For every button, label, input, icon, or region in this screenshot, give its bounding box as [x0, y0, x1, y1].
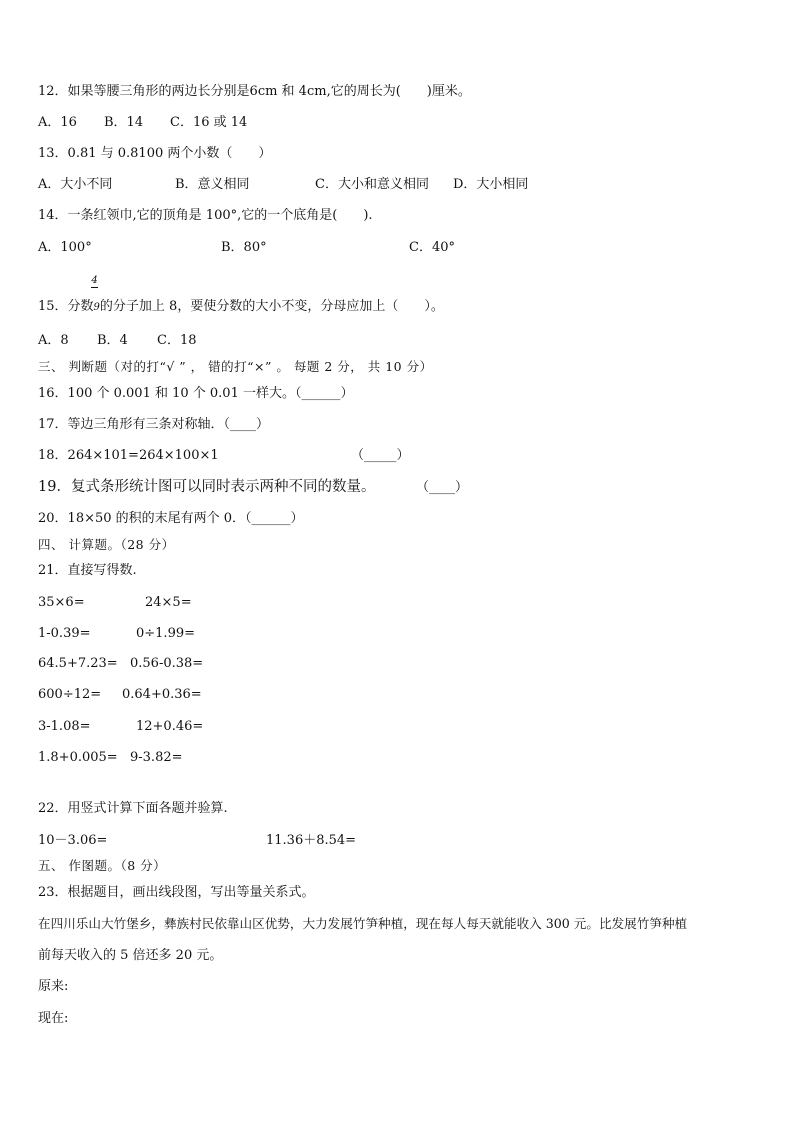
q15-option-b[interactable]: B．4: [97, 333, 128, 348]
q12-option-b[interactable]: B．14: [104, 115, 144, 130]
q21-r6-right: 9-3.82=: [130, 750, 183, 765]
q15-fraction-numerator: 4: [91, 275, 98, 286]
q15-stem-suffix: 的分子加上 8，要使分数的大小不变，分母应加上（ ）。: [99, 299, 444, 314]
q20-text: 20．18×50 的积的末尾有两个 0．（______）: [38, 511, 304, 526]
q19-text: 19．复式条形统计图可以同时表示两种不同的数量。: [38, 479, 376, 495]
q21-r5-right: 12+0.46=: [136, 719, 204, 734]
q16-text: 16．100 个 0.001 和 10 个 0.01 一样大。（______）: [38, 386, 354, 401]
q15-option-c[interactable]: C．18: [157, 333, 197, 348]
q21-r5-left: 3-1.08=: [38, 719, 91, 734]
section5-title: 五、 作图题。（8 分）: [38, 858, 167, 873]
q13-option-c[interactable]: C．大小和意义相同: [315, 177, 429, 192]
q14-option-a[interactable]: A．100°: [38, 240, 92, 255]
q23-line2: 前每天收入的 5 倍还多 20 元。: [38, 948, 223, 963]
q22-title: 22．用竖式计算下面各题并验算.: [38, 801, 228, 816]
section4-title: 四、 计算题。（28 分）: [38, 537, 175, 552]
q22-left: 10－3.06=: [38, 833, 108, 848]
q12-option-c[interactable]: C．16 或 14: [170, 115, 248, 130]
q12-option-a[interactable]: A．16: [38, 115, 77, 130]
q15-fraction: [91, 276, 98, 288]
q15-option-a[interactable]: A．8: [38, 333, 69, 348]
q21-r1-right: 24×5=: [145, 595, 192, 610]
q13-option-b[interactable]: B．意义相同: [175, 177, 250, 192]
q13-stem: 13．0.81 与 0.8100 两个小数（ ）: [38, 146, 272, 161]
q23-before-label: 原来:: [38, 979, 69, 994]
q19-blank[interactable]: （____）: [416, 480, 469, 495]
q15-stem: [38, 299, 444, 316]
q21-r4-left: 600÷12=: [38, 687, 102, 702]
q21-r3-right: 0.56-0.38=: [130, 656, 204, 671]
q22-right: 11.36＋8.54=: [266, 833, 357, 848]
section3-title: 三、 判断题（对的打“√ ” ， 错的打“×” 。 每题 2 分， 共 10 分）: [38, 359, 433, 374]
q17-text: 17．等边三角形有三条对称轴．（____）: [38, 417, 270, 432]
q23-line1: 在四川乐山大竹堡乡，彝族村民依靠山区优势，大力发展竹笋种植，现在每人每天就能收入 300 元。比发展竹笋种植: [38, 916, 688, 931]
q15-fraction-denominator: 9: [93, 302, 100, 313]
q18-blank[interactable]: （_____）: [351, 448, 410, 463]
q21-r6-left: 1.8+0.005=: [38, 750, 118, 765]
q21-r3-left: 64.5+7.23=: [38, 656, 118, 671]
q21-r4-right: 0.64+0.36=: [122, 687, 202, 702]
q18-text: 18．264×101=264×100×1: [38, 448, 219, 463]
q21-r2-left: 1-0.39=: [38, 626, 91, 641]
q14-option-b[interactable]: B．80°: [221, 240, 267, 255]
q21-r1-left: 35×6=: [38, 595, 85, 610]
q21-r2-right: 0÷1.99=: [136, 626, 196, 641]
q12-stem: 12．如果等腰三角形的两边长分别是6cm 和 4cm,它的周长为( )厘米。: [38, 84, 471, 99]
q15-fraction-bar: [91, 287, 98, 288]
q14-option-c[interactable]: C．40°: [409, 240, 455, 255]
q14-stem: 14．一条红领巾,它的顶角是 100°,它的一个底角是( ).: [38, 208, 373, 223]
q13-option-a[interactable]: A．大小不同: [38, 177, 113, 192]
q13-option-d[interactable]: D．大小相同: [453, 177, 529, 192]
q23-now-label: 现在:: [38, 1011, 69, 1026]
q21-title: 21．直接写得数.: [38, 563, 137, 578]
q23-title: 23．根据题目，画出线段图，写出等量关系式。: [38, 885, 315, 900]
q15-stem-prefix: 15．分数: [38, 299, 94, 314]
